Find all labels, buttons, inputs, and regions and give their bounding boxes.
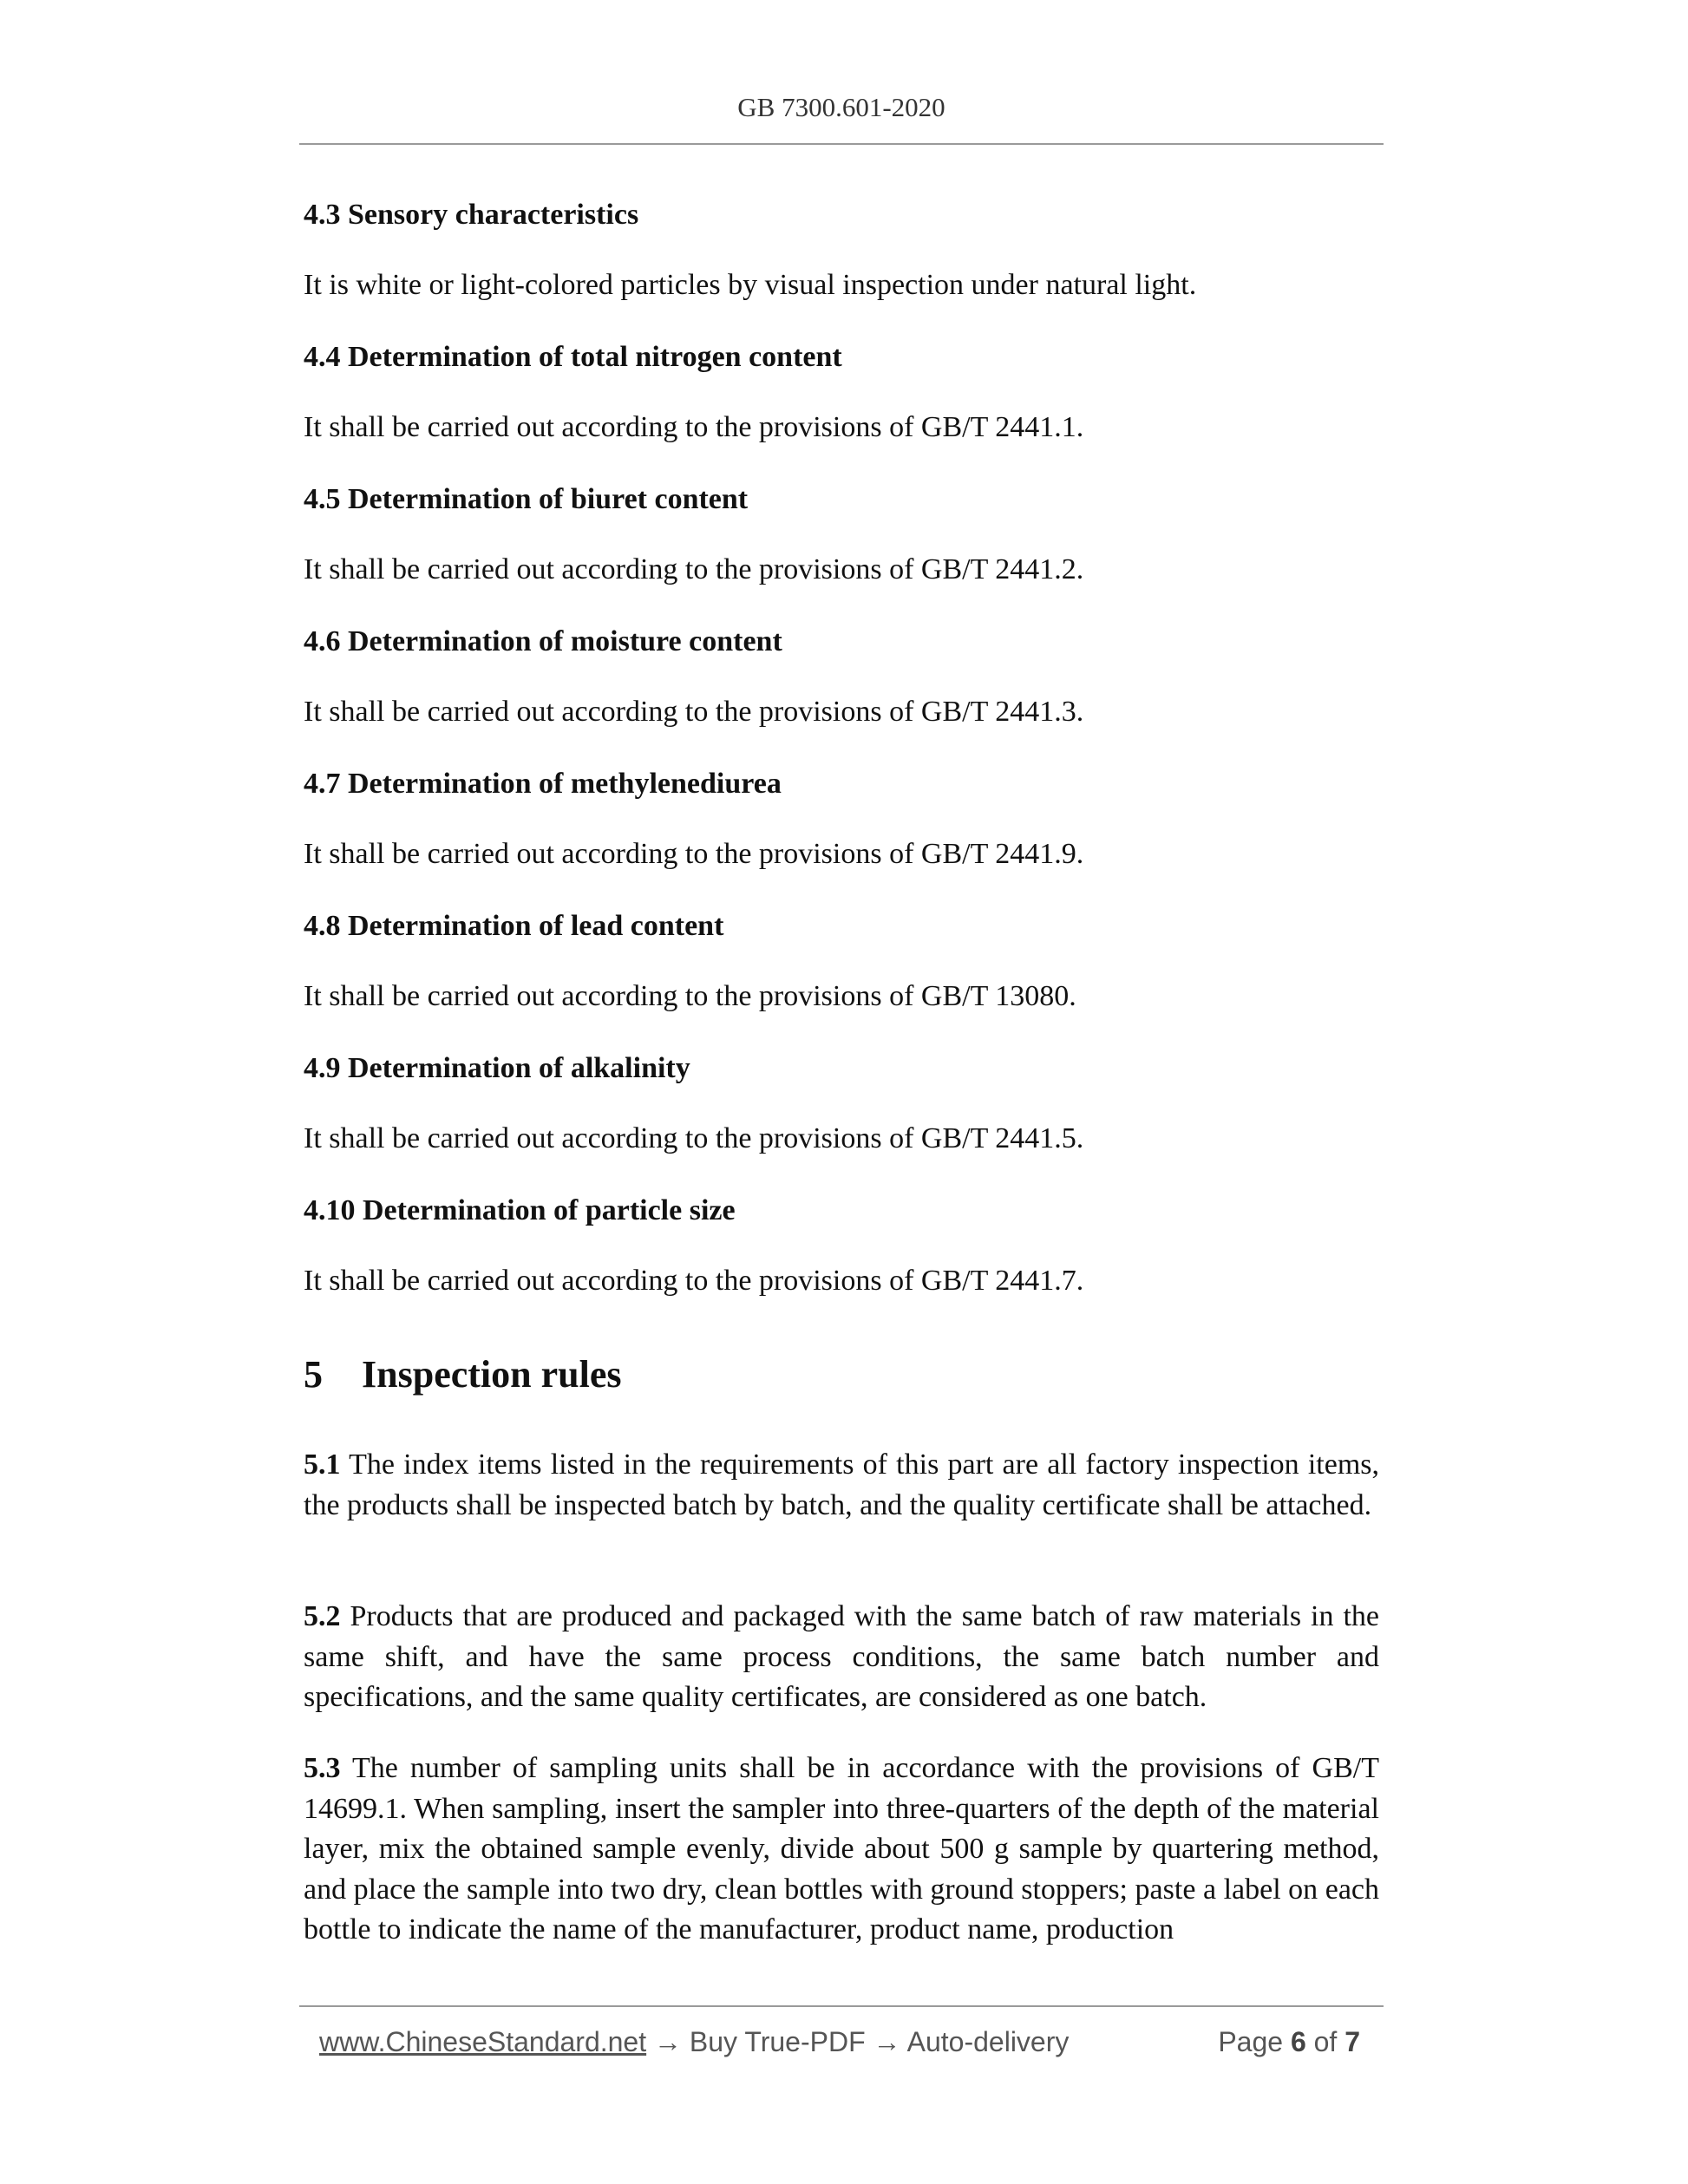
auto-delivery-text: Auto-delivery	[906, 2026, 1070, 2057]
subsection-heading-4-7: 4.7 Determination of methylenediurea	[304, 768, 782, 800]
subsection-heading-4-8: 4.8 Determination of lead content	[304, 910, 724, 942]
paragraph-text: Products that are produced and packaged with the same batch of raw materials in the same shift, and have the same process conditions, the same batch number and specifications, and the same quality certificates, are considered as one batch.	[304, 1600, 1379, 1713]
subsection-text-4-3: It is white or light-colored particles by visual inspection under natural light.	[304, 269, 1197, 301]
arrow-right-icon: →	[873, 2026, 901, 2057]
subsection-text-4-9: It shall be carried out according to the provisions of GB/T 2441.5.	[304, 1122, 1084, 1154]
subsection-heading-4-4: 4.4 Determination of total nitrogen content	[304, 341, 842, 373]
arrow-right-icon: →	[654, 2026, 682, 2057]
site-link[interactable]: www.ChineseStandard.net	[319, 2026, 647, 2057]
subsection-heading-4-3: 4.3 Sensory characteristics	[304, 199, 639, 231]
paragraph-5-2	[304, 1597, 1379, 1718]
subsection-text-4-6: It shall be carried out according to the provisions of GB/T 2441.3.	[304, 696, 1084, 728]
subsection-text-4-10: It shall be carried out according to the provisions of GB/T 2441.7.	[304, 1265, 1084, 1297]
footer-divider	[299, 2005, 1384, 2007]
page-label: Page	[1218, 2026, 1284, 2057]
subsection-text-4-4: It shall be carried out according to the provisions of GB/T 2441.1.	[304, 411, 1084, 443]
subsection-text-4-7: It shall be carried out according to the provisions of GB/T 2441.9.	[304, 838, 1084, 870]
paragraph-number: 5.1	[304, 1448, 341, 1481]
subsection-text-4-5: It shall be carried out according to the provisions of GB/T 2441.2.	[304, 553, 1084, 585]
paragraph-5-1	[304, 1445, 1379, 1526]
paragraph-number: 5.2	[304, 1600, 341, 1632]
page-indicator	[1218, 2024, 1360, 2059]
paragraph-text: The index items listed in the requirements of this part are all factory inspection items, the products shall be inspected batch by batch, and the quality certificate shall be attached.	[304, 1448, 1380, 1521]
page-footer	[319, 2024, 1369, 2059]
page-current: 6	[1290, 2026, 1306, 2057]
page-header: GB 7300.601-2020	[737, 92, 945, 122]
page-of: of	[1313, 2026, 1338, 2057]
page-total: 7	[1345, 2026, 1360, 2057]
subsection-heading-4-9: 4.9 Determination of alkalinity	[304, 1052, 690, 1084]
paragraph-5-3	[304, 1749, 1379, 1951]
section-heading-5	[304, 1353, 621, 1396]
section-number: 5	[304, 1353, 323, 1396]
header-divider	[299, 143, 1384, 145]
subsection-heading-4-10: 4.10 Determination of particle size	[304, 1194, 736, 1226]
subsection-heading-4-5: 4.5 Determination of biuret content	[304, 483, 749, 515]
paragraph-text: The number of sampling units shall be in accordance with the provisions of GB/T 14699.1. When sampling, insert the sampler into three-quarters of the depth of the material layer, mix the obtained sample evenly, divide about 500 g sample by quartering method, and place the sample into two dry, clean bottles with ground stoppers; paste a label on each bottle to indicate the name of the manufacturer, product name, production	[304, 1752, 1380, 1945]
section-title: Inspection rules	[362, 1353, 622, 1396]
subsection-heading-4-6: 4.6 Determination of moisture content	[304, 625, 782, 657]
paragraph-number: 5.3	[304, 1752, 341, 1784]
subsection-text-4-8: It shall be carried out according to the provisions of GB/T 13080.	[304, 980, 1076, 1012]
buy-true-pdf-link[interactable]: Buy True-PDF	[689, 2026, 866, 2057]
